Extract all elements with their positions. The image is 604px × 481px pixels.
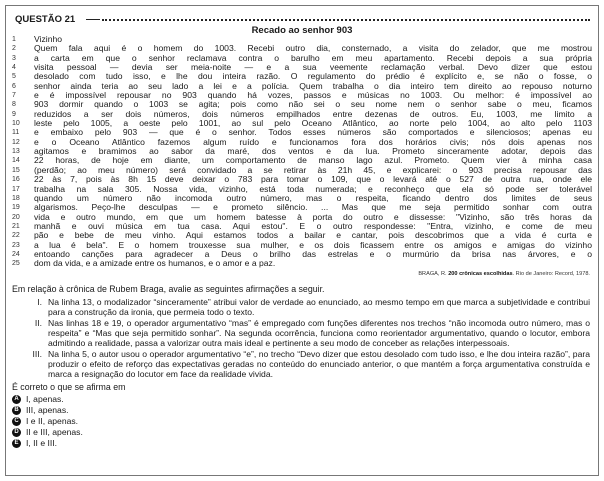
text-line xyxy=(10,63,592,72)
text-line xyxy=(10,110,592,119)
line-text: pão e bebe de meu vinho. Aqui estamos todos a bailar e cantar, pois descobrimos que a vida é curta e xyxy=(34,231,592,241)
option-d[interactable] xyxy=(12,427,590,438)
option-letter-badge: B xyxy=(12,406,21,415)
line-number: 1 xyxy=(12,36,16,43)
line-text: 903 dormir quando o 1003 se agita; pois como não sei o seu nome nem o senhor sabe o meu, ficamos xyxy=(34,100,592,110)
option-letter-badge: D xyxy=(12,428,21,437)
line-text: entoando canções para agradecer a Deus o brilho das estrelas e o murmúrio da brisa nas árvores, e o xyxy=(34,249,592,259)
line-number: 20 xyxy=(12,213,20,221)
citation-rest: . Rio de Janeiro: Record, 1978. xyxy=(512,271,590,277)
citation xyxy=(418,271,590,277)
text-line xyxy=(10,259,592,268)
option-text: I, apenas. xyxy=(26,394,64,404)
statement-text: Na linha 5, o autor usou o operador argumentativo “e”, no trecho “Devo dizer que estou desolado com tudo isso, e lhe dou inteira razão”, para produzir o efeito de reforço das expectativas geradas no conteúdo do enunciado anterior, o que mantém a força argumentativa construída e marca a resignação do locutor em face da realidade vivida. xyxy=(48,349,590,379)
line-text: trabalha na sala 305. Nossa vida, vizinho, está toda numerada; e reconheço que ela só pode ser tolerável xyxy=(34,184,592,194)
numbered-text xyxy=(10,35,592,269)
line-text: (perdão; ao meu número) será convidado a se retirar às 21h 45, e explicarei: o 903 precisa repousar das xyxy=(34,165,592,175)
line-number: 18 xyxy=(12,194,20,202)
text-line xyxy=(10,138,592,147)
statement-1 xyxy=(23,297,590,317)
option-letter-badge: E xyxy=(12,439,21,448)
line-number: 16 xyxy=(12,176,20,184)
text-line xyxy=(10,100,592,109)
text-line xyxy=(10,222,592,231)
statement-text: Nas linhas 18 e 19, o operador argumentativo “mas” é empregado com funções diferentes nos trechos “não incomoda outro número, mas o respeita” e “Mas que seja permitido sonhar”. Na segunda ocorrência, funciona como reorientador argumentativo, quando o locutor, embora admitindo a realidade, passa a valorizar outra mais ideal e pertinente a seu modo de conceber as relações interpessoais. xyxy=(48,318,590,348)
question-body xyxy=(12,284,590,449)
statement-number: II. xyxy=(34,318,42,328)
line-number: 25 xyxy=(12,260,20,268)
line-text: leste pelo 1005, a oeste pelo 1001, ao sul pelo Oceano Atlântico, ao norte pelo 1004, ao alto pelo 1103 xyxy=(34,119,592,129)
option-letter-badge: A xyxy=(12,395,21,404)
text-line xyxy=(10,203,592,212)
line-number: 14 xyxy=(12,157,20,165)
statement-2 xyxy=(23,318,590,348)
text-line xyxy=(10,128,592,137)
option-text: III, apenas. xyxy=(26,405,69,415)
line-number: 3 xyxy=(12,54,16,62)
line-text: agitamos e bramimos ao sabor da maré, dos ventos e da lua. Prometo sinceramente adotar, depois das xyxy=(34,147,592,157)
header-rule xyxy=(86,19,100,20)
line-number: 8 xyxy=(12,101,16,109)
line-number: 2 xyxy=(12,45,16,53)
text-line xyxy=(10,44,592,53)
question-prompt: É correto o que se afirma em xyxy=(12,382,126,392)
text-title: Recado ao senhor 903 xyxy=(251,25,353,36)
option-b[interactable] xyxy=(12,405,590,416)
line-number: 10 xyxy=(12,120,20,128)
line-number: 9 xyxy=(12,110,16,118)
line-text: algarismos. Peço-lhe desculpas — e prometo silêncio. ... Mas que me seja permitido sonhar com outra xyxy=(34,203,592,213)
options-list xyxy=(12,394,590,449)
line-text: senhor ainda teria ao seu lado a lei e a polícia. Quem trabalha o dia inteiro tem direito ao repouso noturno xyxy=(34,81,592,91)
statement-3 xyxy=(23,349,590,379)
text-line xyxy=(10,35,592,44)
citation-author: BRAGA, R. xyxy=(418,271,447,277)
text-line xyxy=(10,250,592,259)
question-header: QUESTÃO 21 xyxy=(15,14,76,25)
line-number: 4 xyxy=(12,64,16,72)
line-number: 15 xyxy=(12,166,20,174)
text-line xyxy=(10,119,592,128)
line-text: 22 horas, de hoje em diante, um comportamento de manso lago azul. Prometo. Quem vier à minha casa xyxy=(34,156,592,166)
line-number: 23 xyxy=(12,241,20,249)
line-text: vida e outro mundo, em que um homem batesse à porta do outro e dissesse: "Vizinho, são três horas da xyxy=(34,212,592,222)
line-text: a lua é bela". E o homem trouxesse sua mulher, e os dois ficassem entre os amigos e amigas do vizinho xyxy=(34,240,592,250)
option-text: I, II e III. xyxy=(26,438,58,448)
line-number: 6 xyxy=(12,82,16,90)
text-line xyxy=(10,82,592,91)
line-number: 24 xyxy=(12,250,20,258)
question-frame xyxy=(5,5,599,476)
text-line xyxy=(10,72,592,81)
line-text: e embaixo pelo 903 — que é o senhor. Todos esses números são comportados e silenciosos; apenas eu xyxy=(34,128,592,138)
line-text: a carta em que o senhor reclamava contra o barulho em meu apartamento. Recebi depois a sua própria xyxy=(34,53,592,63)
line-text: Vizinho xyxy=(34,35,63,44)
option-e[interactable] xyxy=(12,438,590,449)
line-number: 5 xyxy=(12,73,16,81)
text-line xyxy=(10,213,592,222)
statement-text: Na linha 13, o modalizador “sinceramente” atribui valor de verdade ao enunciado, ao mesmo tempo em que marca a subjetividade e contribui para a construção da ironia, que permeia todo o texto. xyxy=(48,297,590,317)
option-text: II e III, apenas. xyxy=(26,427,83,437)
line-text: e é impossível repousar no 903 quando há vozes, passos e músicas no 1003. Ou melhor: é impossível ao xyxy=(34,91,592,101)
line-text: Quem fala aqui é o homem do 1003. Recebi outro dia, consternado, a visita do zelador, que me mostrou xyxy=(34,44,592,54)
option-letter-badge: C xyxy=(12,417,21,426)
line-number: 12 xyxy=(12,138,20,146)
text-line xyxy=(10,147,592,156)
line-text: dom da vida, e a amizade entre os humanos, e o amor e a paz. xyxy=(34,259,276,269)
line-text: manhã e ouvi música em tua casa. Aqui estou". E o outro respondesse: "Entra, vizinho, e come de meu xyxy=(34,221,592,231)
line-text: e o Oceano Atlântico fazemos algum ruído e funcionamos fora dos horários civis; nós dois apenas nos xyxy=(34,137,592,147)
line-number: 11 xyxy=(12,129,20,137)
line-number: 7 xyxy=(12,92,16,100)
option-text: I e II, apenas. xyxy=(26,416,79,426)
line-text: reduzidos a ser dois números, dois números empilhados entre dezenas de outros. Eu, 1003, me limito a xyxy=(34,109,592,119)
text-line xyxy=(10,231,592,240)
line-text: visita pessoal — devia ser meia-noite — e a sua veemente reclamação verbal. Devo dizer que estou xyxy=(34,63,592,73)
text-line xyxy=(10,156,592,165)
statements-prompt: Em relação à crônica de Rubem Braga, avalie as seguintes afirmações a seguir. xyxy=(12,284,325,294)
statements-list xyxy=(12,297,590,379)
statement-number: III. xyxy=(32,349,42,359)
line-number: 13 xyxy=(12,148,20,156)
option-a[interactable] xyxy=(12,394,590,405)
text-line xyxy=(10,175,592,184)
text-line xyxy=(10,241,592,250)
text-line xyxy=(10,91,592,100)
line-number: 19 xyxy=(12,204,20,212)
option-c[interactable] xyxy=(12,416,590,427)
line-number: 21 xyxy=(12,222,20,230)
line-number: 17 xyxy=(12,185,20,193)
line-text: 22 às 7, pois às 8h 15 deve deixar o 783 para tomar o 109, que o levará até o 527 de outra rua, onde ele xyxy=(34,175,592,185)
header-dotted-rule xyxy=(102,19,590,21)
text-line xyxy=(10,185,592,194)
line-number: 22 xyxy=(12,232,20,240)
line-text: desolado com tudo isso, e lhe dou inteira razão. O regulamento do prédio é explícito e, se não o fosse, o xyxy=(34,72,592,82)
citation-book: 200 crônicas escolhidas xyxy=(448,271,513,277)
text-line xyxy=(10,54,592,63)
statement-number: I. xyxy=(37,297,42,307)
text-line xyxy=(10,194,592,203)
text-line xyxy=(10,166,592,175)
line-text: quando um número não incomoda outro número, mas o respeita, ficando dentro dos limites de seus xyxy=(34,193,592,203)
